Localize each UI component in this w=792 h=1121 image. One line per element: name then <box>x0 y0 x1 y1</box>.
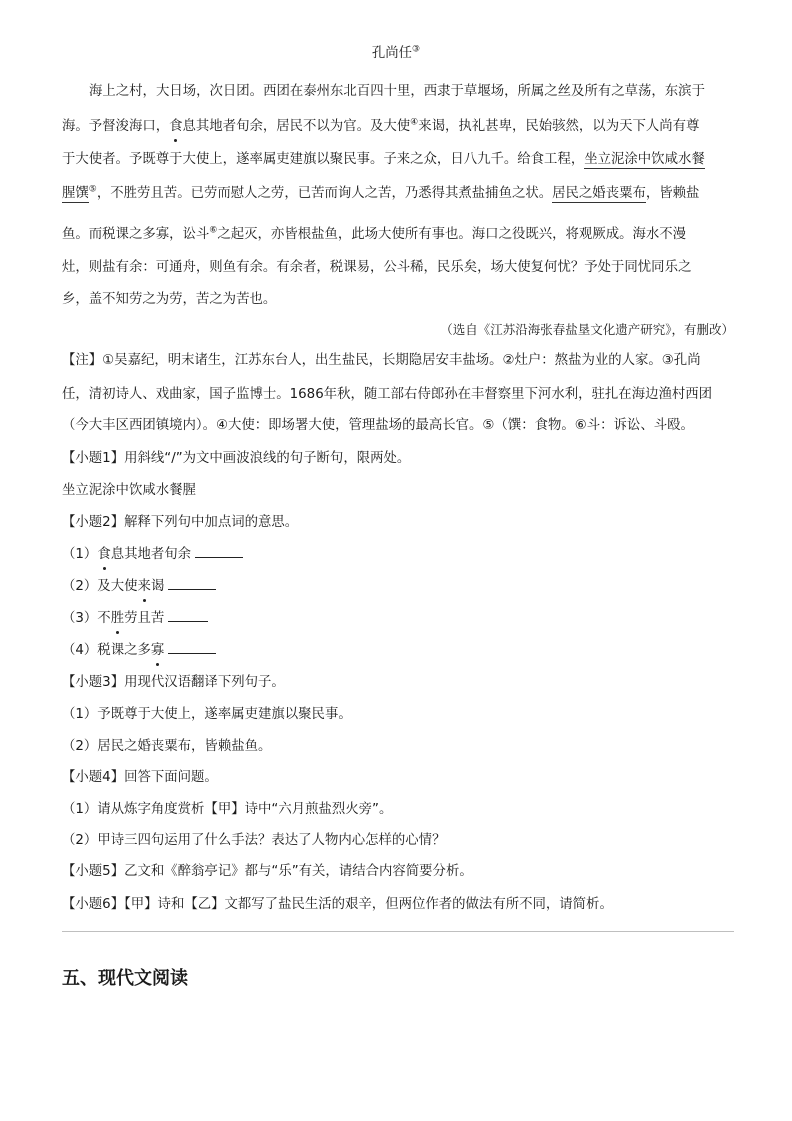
underlined-phrase: 居民之婚丧粟布 <box>552 186 646 201</box>
passage-line-2: 海。予督浚海口，食息其地者旬余，居民不以为官。及大使④来谒，执礼甚卑，民始骇然，以为天下人尚有尊 <box>62 117 734 137</box>
note-line-2: 任，清初诗人、戏曲家，国子监博士。1686年秋，随工部右侍郎孙在丰督察里下河水利，驻扎在海边渔村西团 <box>62 387 713 402</box>
question-4-item-1: （1）请从炼字角度赏析【甲】诗中“六月煎盐烈火旁”。 <box>62 802 393 817</box>
wavy-underlined-sentence-end: 腥馔 <box>62 186 89 201</box>
passage-line-4: 腥馔⑤，不胜劳且苦。已劳而慰人之劳，已苦而询人之苦，乃悉得其煮盐捕鱼之状。居民之婚丧粟布，皆赖盐 <box>62 184 700 201</box>
note-line-3: （今大丰区西团镇境内）。④大使：即场署大使，管理盐场的最高长官。⑤（馔：食物。⑥斗：诉讼、斗殴。 <box>62 418 694 433</box>
author-name: 孔尚任 <box>371 46 413 61</box>
passage-source: （选自《江苏沿海张春盐垦文化遗产研究》，有删改） <box>440 322 734 337</box>
answer-blank[interactable] <box>195 545 243 558</box>
question-2-item-2: （2）及大使来谒 <box>62 577 734 597</box>
section-divider <box>62 931 734 932</box>
question-2-item-3: （3）不胜劳且苦 <box>62 609 734 629</box>
question-4-item-2: （2）甲诗三四句运用了什么手法？表达了人物内心怎样的心情？ <box>62 833 446 848</box>
question-2-item-1: （1）食息其地者旬余 <box>62 545 734 565</box>
note-line-1: 【注】①吴嘉纪，明末诸生，江苏东台人，出生盐民，长期隐居安丰盐场。②灶户：熬盐为业的人家。③孔尚 <box>62 353 701 368</box>
question-2: 【小题2】解释下列句中加点词的意思。 <box>62 515 299 530</box>
passage-line-3: 于大使者。予既尊于大使上，遂率属吏建旗以聚民事。子来之众，日八九千。给食工程，坐立泥涂中饮咸水餐 <box>62 152 705 167</box>
passage-line-6: 灶，则盐有余：可通舟，则鱼有余。有余者，税课易，公斗稀，民乐矣，场大使复何忧？予处于同忧同乐之 <box>62 260 692 275</box>
note-mark-5: ⑤ <box>88 184 97 195</box>
question-3: 【小题3】用现代汉语翻译下列句子。 <box>62 675 285 690</box>
passage-author <box>0 44 792 64</box>
note-mark-4: ④ <box>410 117 419 128</box>
answer-blank[interactable] <box>168 577 216 590</box>
note-mark-3: ③ <box>412 44 421 55</box>
dotted-word: 食 <box>169 117 182 137</box>
wavy-underlined-sentence: 坐立泥涂中饮咸水餐 <box>584 152 705 167</box>
question-1: 【小题1】用斜线“/”为文中画波浪线的句子断句，限两处。 <box>62 451 411 466</box>
question-4: 【小题4】回答下面问题。 <box>62 770 218 785</box>
passage-line-5: 鱼。而税课之多寡，讼斗⑥之起灭，亦皆根盐鱼，此场大使所有事也。海口之役既兴，将观厥成。海水不漫 <box>62 225 687 242</box>
note-mark-6: ⑥ <box>209 225 218 236</box>
question-3-item-2: （2）居民之婚丧粟布，皆赖盐鱼。 <box>62 739 272 754</box>
question-3-item-1: （1）予既尊于大使上，遂率属吏建旗以聚民事。 <box>62 707 352 722</box>
answer-blank[interactable] <box>168 609 208 622</box>
question-2-item-4: （4）税课之多寡 <box>62 641 734 661</box>
answer-blank[interactable] <box>168 641 216 654</box>
passage-line-7: 乡，盖不知劳之为劳，苦之为苦也。 <box>62 292 277 307</box>
passage-line-1: 海上之村，大日场，次日团。西团在泰州东北百四十里，西隶于草堰场，所属之丝及所有之草荡，东滨于 <box>89 84 705 99</box>
question-1-text: 坐立泥涂中饮咸水餐腥 <box>62 483 196 498</box>
question-5: 【小题5】乙文和《醉翁亭记》都与“乐”有关，请结合内容简要分析。 <box>62 864 473 879</box>
section-heading: 五、现代文阅读 <box>62 968 188 989</box>
question-6: 【小题6】【甲】诗和【乙】文都写了盐民生活的艰辛，但两位作者的做法有所不同，请简析。 <box>62 897 613 912</box>
